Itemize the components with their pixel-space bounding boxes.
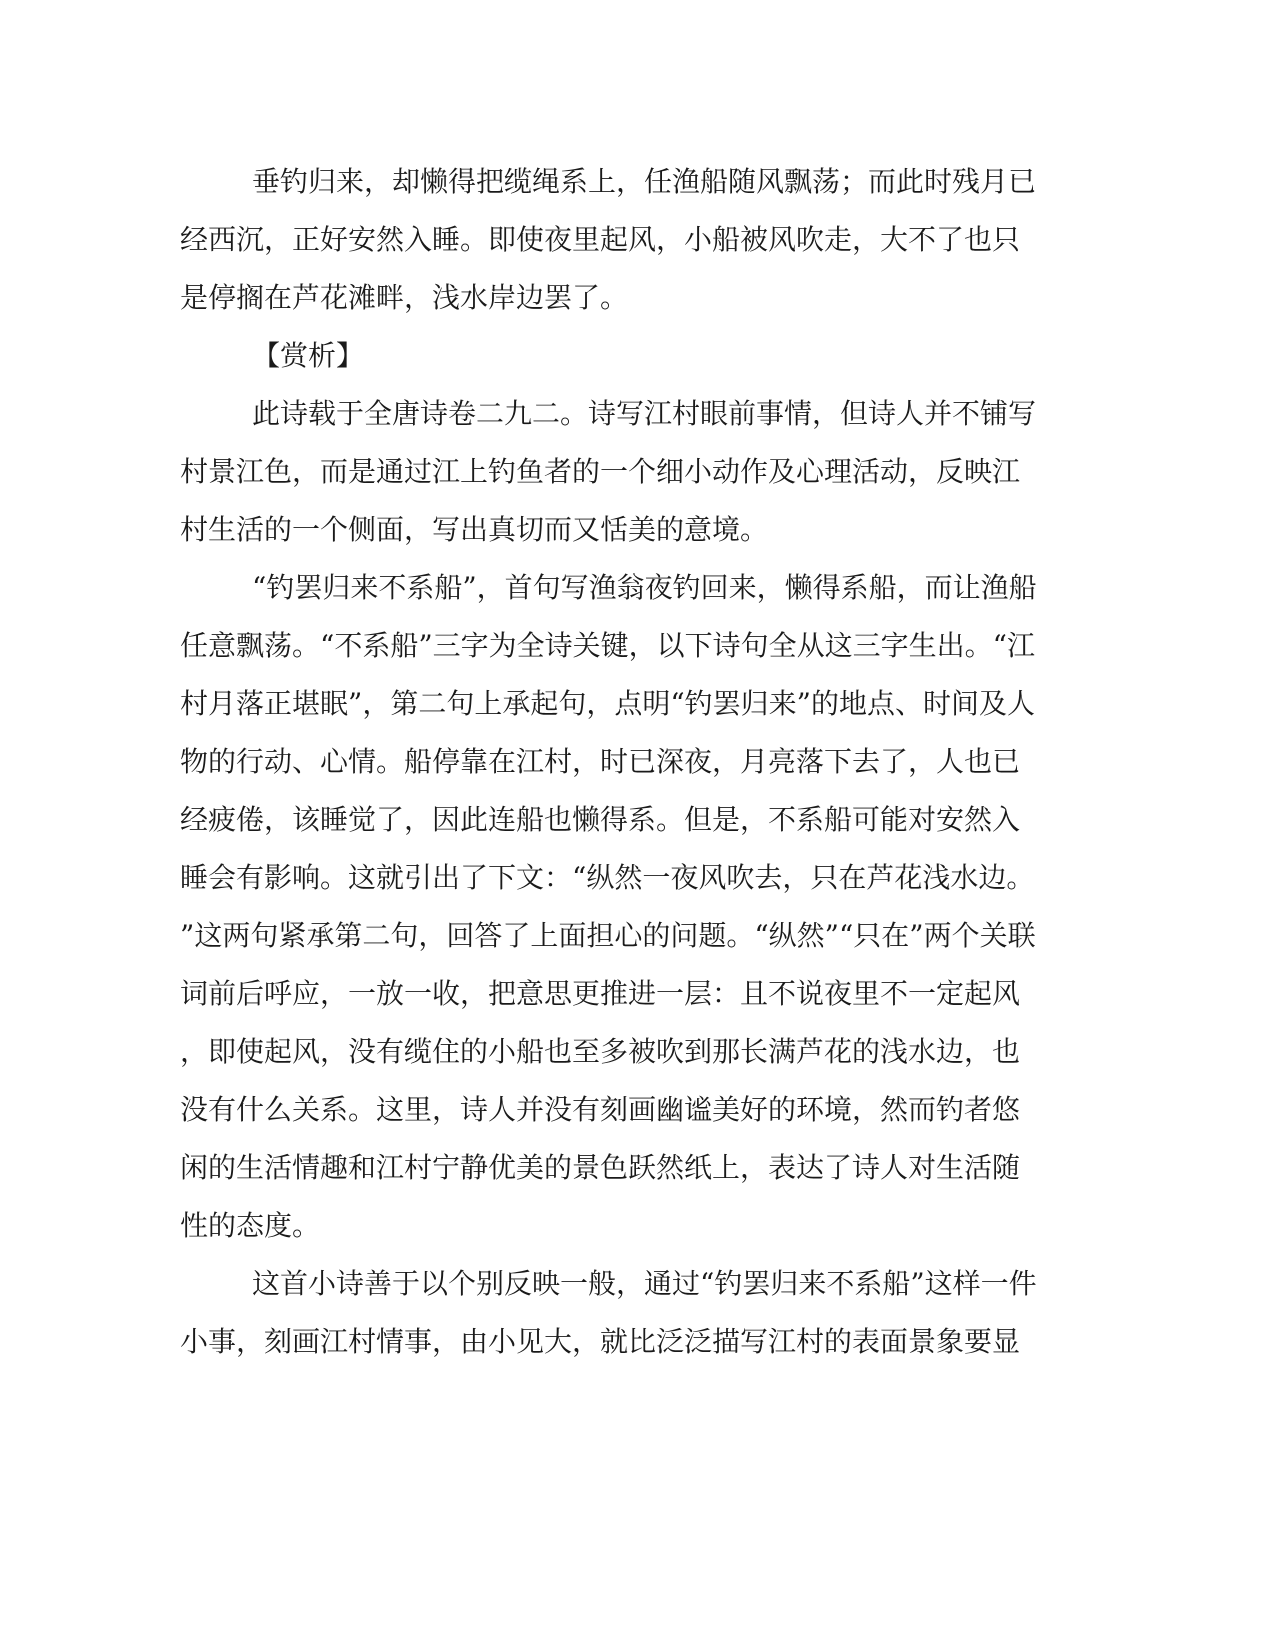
text-line: 此诗载于全唐诗卷二九二。诗写江村眼前事情，但诗人并不铺写 bbox=[252, 397, 1037, 430]
text-line: “钓罢归来不系船”，首句写渔翁夜钓回来，懒得系船，而让渔船 bbox=[252, 571, 1037, 604]
text-line: 经疲倦，该睡觉了，因此连船也懒得系。但是，不系船可能对安然入 bbox=[180, 803, 1021, 836]
text-line: 经西沉，正好安然入睡。即使夜里起风，小船被风吹走，大不了也只 bbox=[180, 223, 1021, 256]
text-line: 小事，刻画江村情事，由小见大，就比泛泛描写江村的表面景象要显 bbox=[180, 1325, 1021, 1358]
text-line: ”这两句紧承第二句，回答了上面担心的问题。“纵然”“只在”两个关联 bbox=[180, 919, 1036, 952]
text-line: 是停搁在芦花滩畔，浅水岸边罢了。 bbox=[180, 281, 629, 314]
text-line: 物的行动、心情。船停靠在江村，时已深夜，月亮落下去了，人也已 bbox=[180, 745, 1021, 778]
text-line: 闲的生活情趣和江村宁静优美的景色跃然纸上，表达了诗人对生活随 bbox=[180, 1151, 1021, 1184]
text-line: 村月落正堪眠”，第二句上承起句，点明“钓罢归来”的地点、时间及人 bbox=[180, 687, 1035, 720]
section-heading: 【赏析】 bbox=[252, 339, 365, 372]
text-line: 任意飘荡。“不系船”三字为全诗关键，以下诗句全从这三字生出。“江 bbox=[180, 629, 1035, 662]
text-line: 没有什么关系。这里，诗人并没有刻画幽谧美好的环境，然而钓者悠 bbox=[180, 1093, 1021, 1126]
text-line: 性的态度。 bbox=[180, 1209, 321, 1242]
text-line: 这首小诗善于以个别反映一般，通过“钓罢归来不系船”这样一件 bbox=[252, 1267, 1037, 1300]
text-line: 词前后呼应，一放一收，把意思更推进一层：且不说夜里不一定起风 bbox=[180, 977, 1021, 1010]
text-line: 村景江色，而是通过江上钓鱼者的一个细小动作及心理活动，反映江 bbox=[180, 455, 1021, 488]
text-line: 睡会有影响。这就引出了下文：“纵然一夜风吹去，只在芦花浅水边。 bbox=[180, 861, 1035, 894]
text-line: 村生活的一个侧面，写出真切而又恬美的意境。 bbox=[180, 513, 769, 546]
text-line: 垂钓归来，却懒得把缆绳系上，任渔船随风飘荡；而此时残月已 bbox=[252, 165, 1037, 198]
text-line: ，即使起风，没有缆住的小船也至多被吹到那长满芦花的浅水边，也 bbox=[180, 1035, 1021, 1068]
